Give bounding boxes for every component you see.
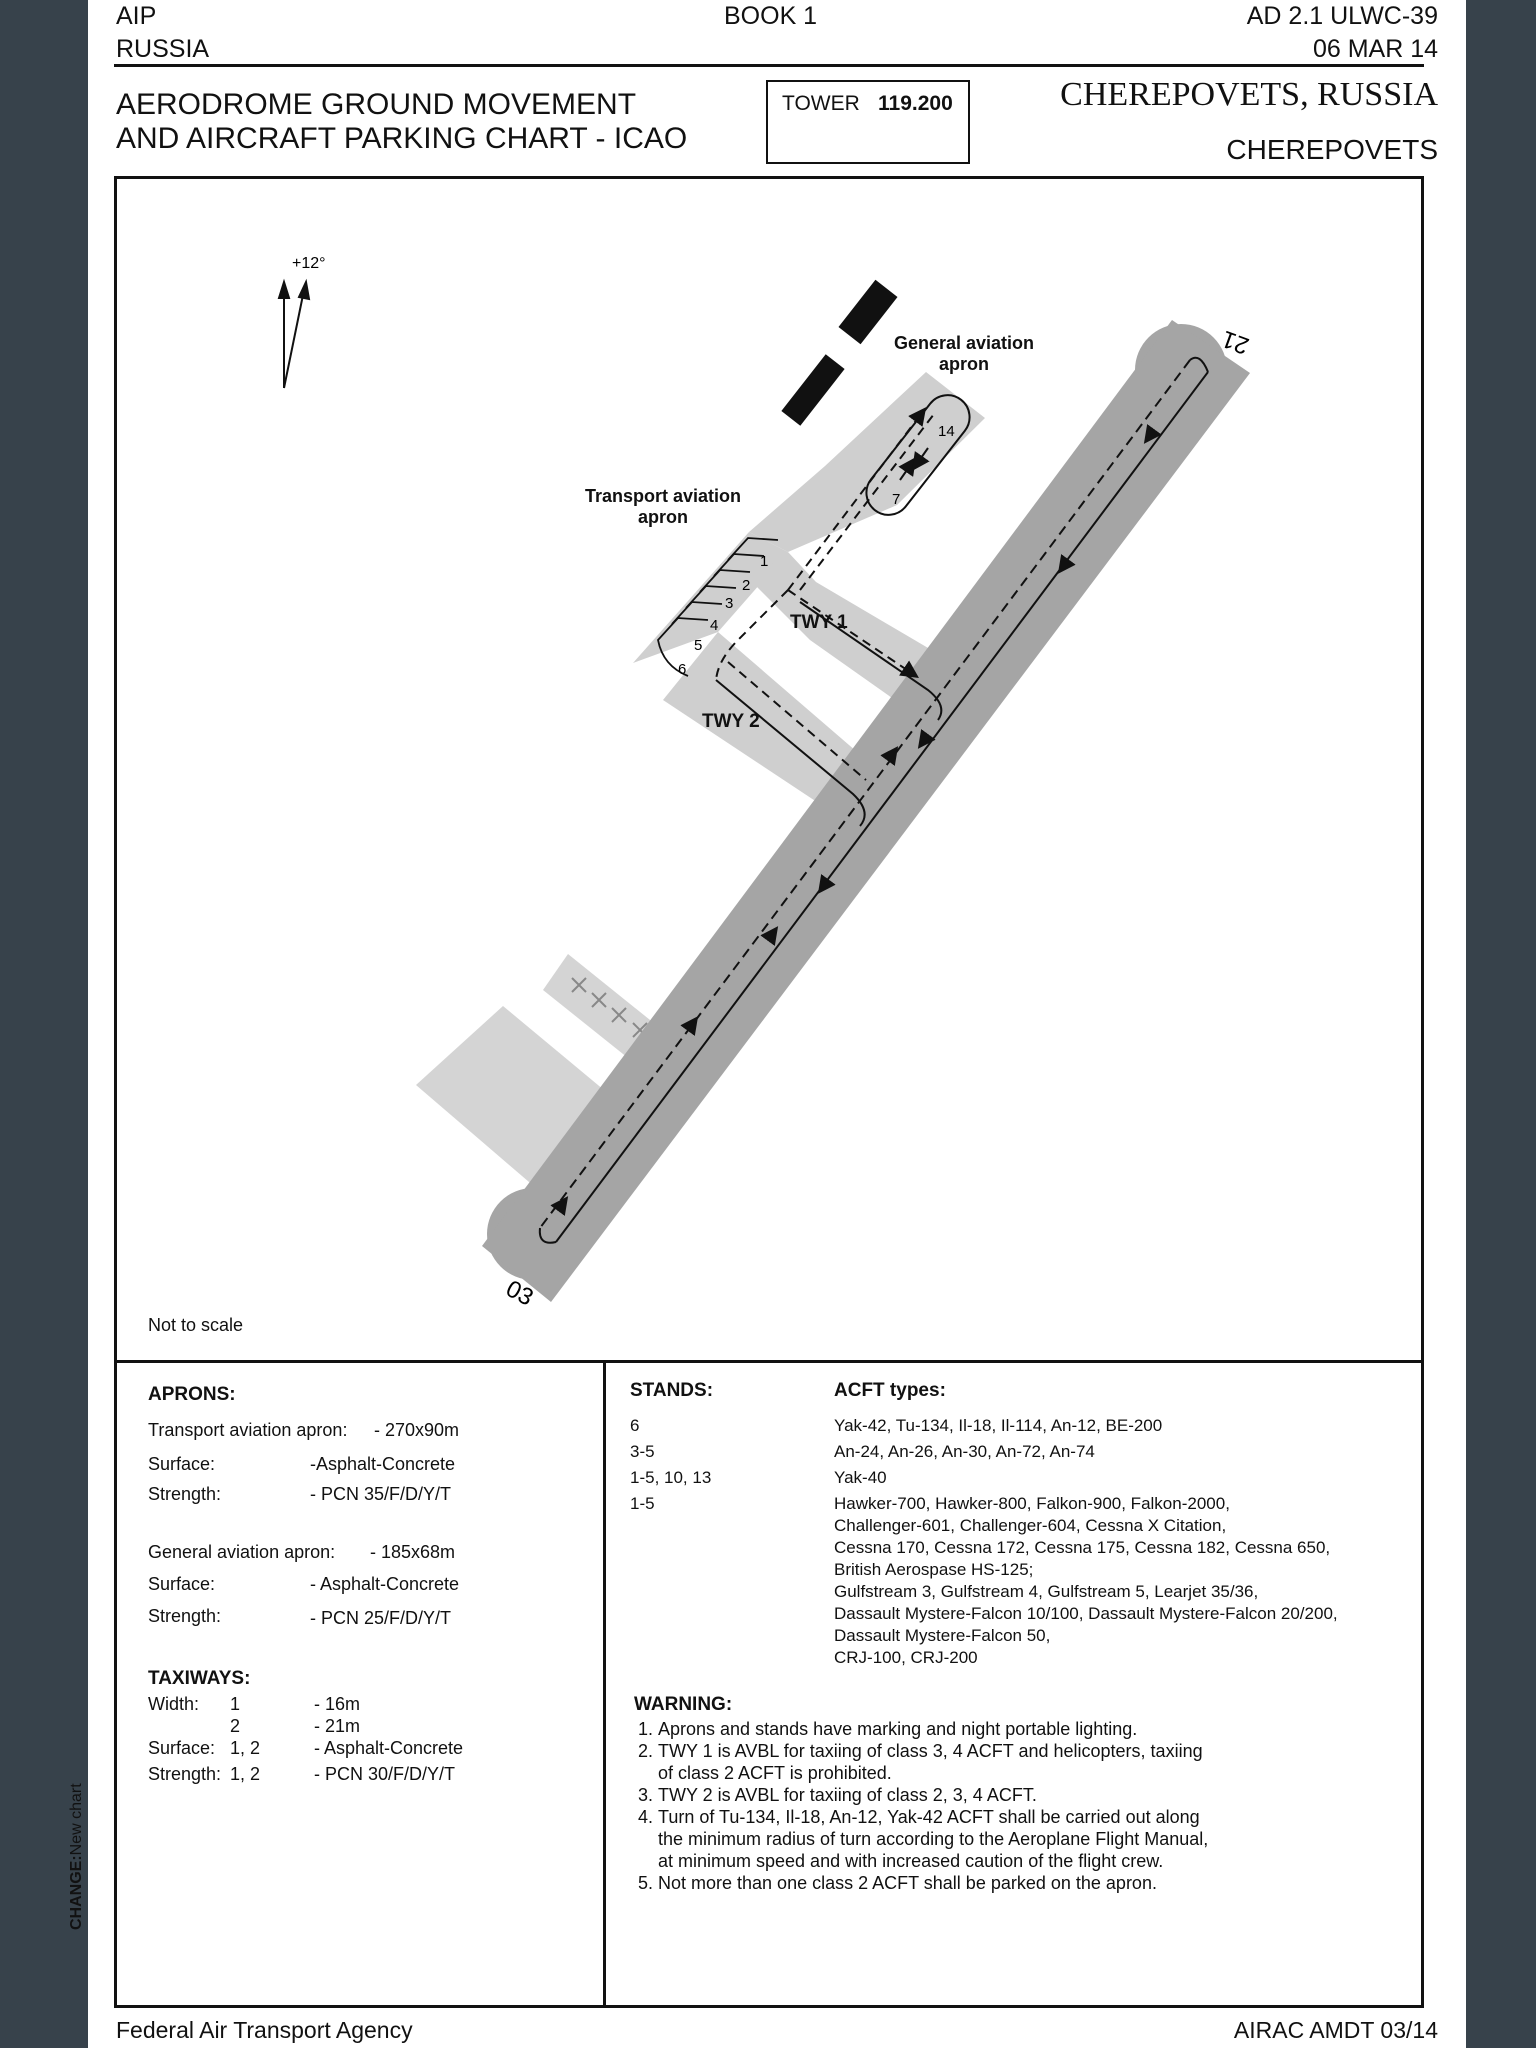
change-note-text: New chart [68, 1783, 85, 1856]
warning-item: 1. Aprons and stands have marking and night portable lighting. [658, 1718, 1218, 1740]
tower-frequency: 119.200 [878, 92, 953, 115]
acft-types-heading: ACFT types: [834, 1380, 946, 1401]
building-2 [781, 354, 844, 426]
twy-width-2-id: 2 [230, 1716, 241, 1736]
warning-item: 4. Turn of Tu-134, Il-18, An-12, Yak-42 ACFT shall be carried out along the minimum radius of turn according to the Aeroplane Flight Manual, at minimum speed and with increased caution of the flight crew. [658, 1806, 1218, 1872]
ga-strength: - PCN 25/F/D/Y/T [310, 1608, 452, 1628]
twy-width-label: Width: [148, 1694, 200, 1714]
header-page-id: AD 2.1 ULWC-39 [1246, 2, 1438, 30]
twy-strength-label: Strength: [148, 1764, 222, 1784]
header-country: RUSSIA [116, 35, 210, 63]
table-top-rule [117, 1360, 1421, 1363]
transport-apron-label-line2: apron [637, 507, 688, 527]
change-note-label: CHANGE: [68, 1855, 85, 1930]
header-date: 06 MAR 14 [1312, 35, 1438, 63]
north-arrow [279, 282, 309, 388]
header-rule [114, 64, 1424, 67]
change-note [68, 1783, 86, 1930]
aerodrome-city: CHEREPOVETS, RUSSIA [1060, 76, 1438, 113]
runway-03-label: 03 [501, 1275, 538, 1312]
ga-surface-label: Surface: [148, 1574, 216, 1594]
acft-types-line: Dassault Mystere-Falcon 10/100, Dassault Mystere-Falcon 20/200, [834, 1604, 1338, 1623]
stand-number-6: 6 [678, 661, 687, 678]
twy-surface-label: Surface: [148, 1738, 216, 1758]
acft-types-line: Challenger-601, Challenger-604, Cessna X Citation, [834, 1516, 1227, 1535]
stand-id: 3-5 [630, 1442, 655, 1461]
aerodrome-diagram [117, 179, 1421, 1359]
acft-types-line: An-24, An-26, An-30, An-72, An-74 [834, 1442, 1095, 1461]
stand-id: 1-5, 10, 13 [630, 1468, 712, 1487]
acft-types-line: Gulfstream 3, Gulfstream 4, Gulfstream 5, Learjet 35/36, [834, 1582, 1259, 1601]
twy-surface-ids: 1, 2 [230, 1738, 261, 1758]
acft-types-line: British Aerospase HS-125; [834, 1560, 1034, 1579]
twy-strength: - PCN 30/F/D/Y/T [314, 1764, 456, 1784]
stand-id: 6 [630, 1416, 640, 1435]
north-variation: +12° [292, 255, 326, 272]
twy-width-1-id: 1 [230, 1694, 241, 1714]
ga-stand-number-14: 14 [938, 423, 955, 440]
transport-apron-label [558, 486, 768, 528]
ga-apron-label-line1: General aviation [893, 333, 1035, 353]
warning-item: 5. Not more than one class 2 ACFT shall be parked on the apron. [658, 1872, 1218, 1894]
acft-types-line: Yak-40 [834, 1468, 887, 1487]
transport-apron-size: - 270x90m [374, 1420, 460, 1440]
header-aip: AIP [116, 2, 157, 30]
twy-width-1: - 16m [314, 1694, 361, 1714]
chart-sheet [68, 0, 1466, 2048]
footer-agency: Federal Air Transport Agency [116, 2017, 413, 2043]
transport-apron-title: Transport aviation apron: [148, 1420, 348, 1440]
ga-surface: - Asphalt-Concrete [310, 1574, 460, 1594]
table-column-divider [603, 1363, 606, 2008]
twy1-label: TWY 1 [790, 612, 848, 633]
warning-list [638, 1718, 1218, 1894]
warning-item: 3. TWY 2 is AVBL for taxiing of class 2, 3, 4 ACFT. [658, 1784, 1218, 1806]
acft-types-line: Hawker-700, Hawker-800, Falkon-900, Falkon-2000, [834, 1494, 1230, 1513]
transport-strength-label: Strength: [148, 1484, 222, 1504]
header-book: BOOK 1 [724, 2, 818, 30]
aprons-heading: APRONS: [148, 1384, 236, 1405]
ga-stand-number-7: 7 [892, 491, 901, 508]
aerodrome-name: CHEREPOVETS [1226, 134, 1438, 165]
ga-apron-label [874, 333, 1054, 375]
general-aviation-apron [749, 372, 985, 552]
twy-strength-ids: 1, 2 [230, 1764, 261, 1784]
ga-strength-label: Strength: [148, 1606, 222, 1626]
transport-surface-label: Surface: [148, 1454, 216, 1474]
chart-title-line2: AND AIRCRAFT PARKING CHART - ICAO [116, 122, 688, 155]
ga-apron-label-line2: apron [938, 354, 989, 374]
chart-title-line1: AERODROME GROUND MOVEMENT [116, 88, 637, 121]
stand-id: 1-5 [630, 1494, 655, 1513]
warning-heading: WARNING: [634, 1694, 733, 1715]
stand-number-3: 3 [725, 595, 734, 612]
ga-apron-size: - 185x68m [370, 1542, 456, 1562]
stand-number-2: 2 [742, 577, 751, 594]
twy-surface: - Asphalt-Concrete [314, 1738, 464, 1758]
warning-item: 2. TWY 1 is AVBL for taxiing of class 3, 4 ACFT and helicopters, taxiing of class 2 ACFT is prohibited. [658, 1740, 1218, 1784]
acft-types-line: CRJ-100, CRJ-200 [834, 1648, 978, 1667]
transport-strength: - PCN 35/F/D/Y/T [310, 1484, 452, 1504]
tower-frequency-box [766, 80, 970, 164]
footer-amendment: AIRAC AMDT 03/14 [1233, 2017, 1438, 2043]
twy-width-2: - 21m [314, 1716, 361, 1736]
stand-number-4: 4 [710, 617, 719, 634]
tower-label: TOWER [782, 92, 860, 115]
taxiways-heading: TAXIWAYS: [148, 1668, 251, 1689]
twy2-label: TWY 2 [702, 711, 760, 732]
ga-apron-title: General aviation apron: [148, 1542, 336, 1562]
stand-number-1: 1 [760, 553, 769, 570]
scale-note: Not to scale [148, 1315, 244, 1335]
stands-heading: STANDS: [630, 1380, 714, 1401]
acft-types-line: Dassault Mystere-Falcon 50, [834, 1626, 1051, 1645]
transport-surface: -Asphalt-Concrete [310, 1454, 456, 1474]
acft-types-line: Cessna 170, Cessna 172, Cessna 175, Cessna 182, Cessna 650, [834, 1538, 1331, 1557]
acft-types-line: Yak-42, Tu-134, Il-18, Il-114, An-12, BE-200 [834, 1416, 1163, 1435]
runway-21-label: 21 [1218, 324, 1253, 360]
stand-number-5: 5 [694, 637, 703, 654]
transport-apron-label-line1: Transport aviation [584, 486, 742, 506]
